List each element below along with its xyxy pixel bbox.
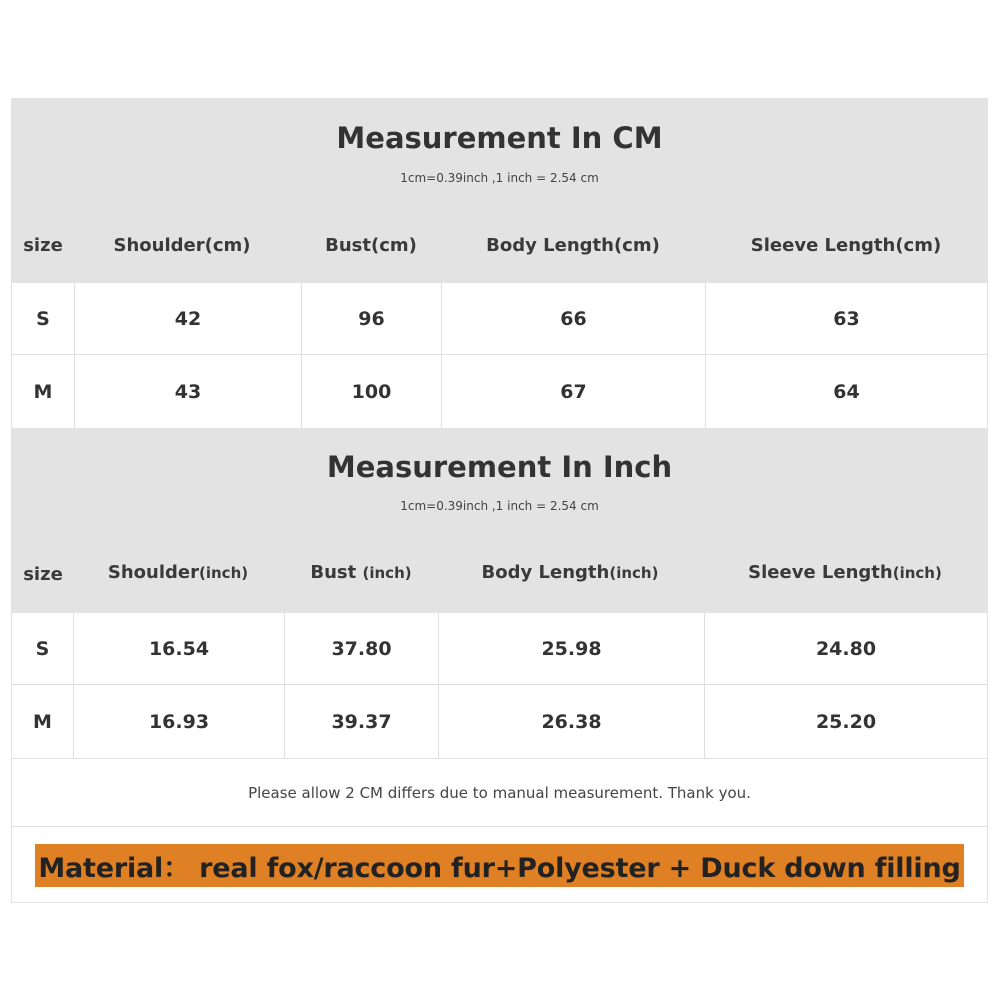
cm-header-sleeve-length: Sleeve Length(cm) — [750, 235, 942, 256]
cm-row-size: M — [33, 380, 53, 403]
cm-conversion-note: 1cm=0.39inch ,1 inch = 2.54 cm — [400, 171, 599, 185]
cm-header-shoulder: Shoulder(cm) — [113, 235, 251, 256]
cm-row-body-length: 67 — [441, 355, 705, 428]
cm-table-row — [12, 355, 987, 428]
inch-row-sleeve-length: 25.20 — [704, 685, 987, 758]
cm-row-body-length: 66 — [441, 283, 705, 354]
cm-header-body-length: Body Length(cm) — [486, 235, 660, 256]
cm-header-band — [12, 99, 987, 283]
inch-row-bust: 39.37 — [284, 685, 438, 758]
inch-row-shoulder: 16.93 — [73, 685, 284, 758]
inch-header-shoulder: Shoulder(inch) — [107, 562, 249, 583]
inch-row-sleeve-length: 24.80 — [704, 613, 987, 684]
inch-row-size: S — [35, 637, 50, 660]
inch-row-size: M — [33, 710, 52, 733]
inch-header-bust: Bust (inch) — [310, 562, 412, 583]
size-chart — [11, 98, 988, 903]
inch-conversion-note: 1cm=0.39inch ,1 inch = 2.54 cm — [400, 499, 599, 513]
cm-header-bust: Bust(cm) — [325, 235, 417, 256]
inch-table-row — [12, 613, 987, 685]
inch-row-body-length: 26.38 — [438, 685, 704, 758]
inch-row-body-length: 25.98 — [438, 613, 704, 684]
material-section — [12, 827, 987, 904]
cm-row-bust: 100 — [301, 355, 441, 428]
measurement-disclaimer: Please allow 2 CM differs due to manual measurement. Thank you. — [12, 759, 987, 827]
inch-table-row — [12, 685, 987, 759]
inch-header-band — [12, 428, 987, 613]
cm-title: Measurement In CM — [336, 121, 663, 155]
cm-row-sleeve-length: 63 — [705, 283, 987, 354]
cm-header-size: size — [23, 235, 63, 256]
cm-row-shoulder: 43 — [74, 355, 301, 428]
cm-row-sleeve-length: 64 — [705, 355, 987, 428]
cm-row-size: S — [36, 307, 50, 330]
cm-row-shoulder: 42 — [74, 283, 301, 354]
inch-header-body-length: Body Length(inch) — [481, 562, 659, 583]
inch-title: Measurement In Inch — [326, 450, 673, 484]
inch-header-size: size — [23, 564, 63, 585]
inch-row-bust: 37.80 — [284, 613, 438, 684]
cm-row-bust: 96 — [301, 283, 441, 354]
material-highlight: Material： real fox/raccoon fur+Polyester + Duck down filling — [35, 844, 963, 887]
inch-header-sleeve-length: Sleeve Length(inch) — [748, 562, 942, 583]
cm-table-row — [12, 283, 987, 355]
inch-row-shoulder: 16.54 — [73, 613, 284, 684]
